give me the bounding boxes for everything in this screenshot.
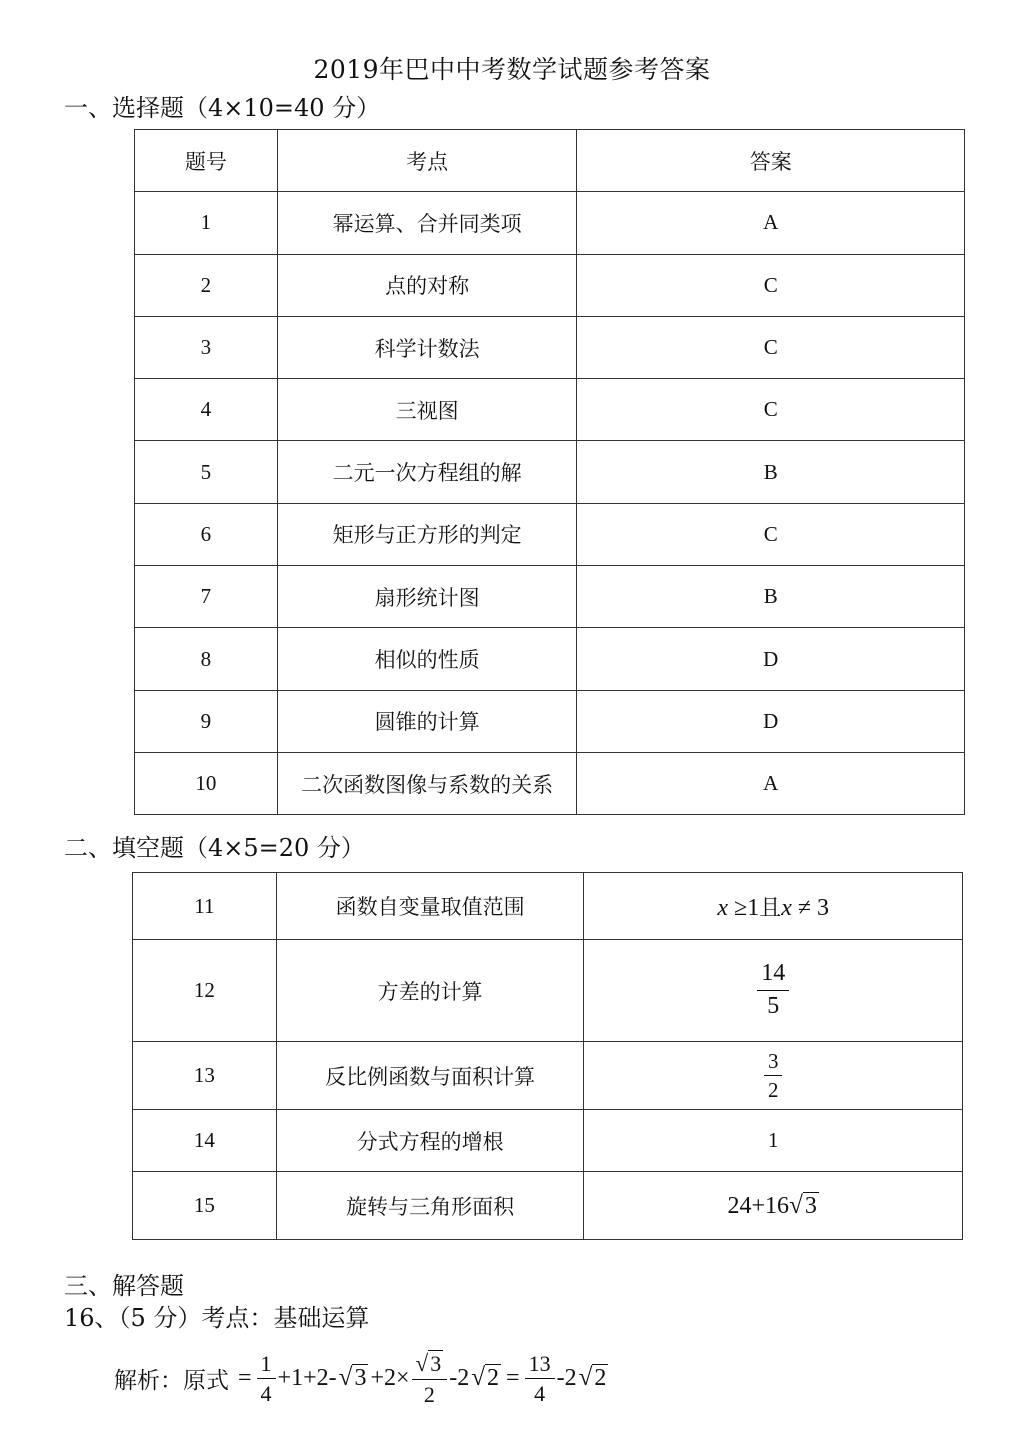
question-answer: B — [577, 566, 965, 628]
question-no: 8 — [135, 628, 278, 690]
question-no: 4 — [135, 379, 278, 441]
equals-sign: = — [506, 1364, 520, 1391]
question-topic: 科学计数法 — [277, 316, 577, 378]
table-row — [135, 192, 965, 254]
table-row — [135, 628, 965, 690]
radicand: 3 — [430, 1351, 442, 1376]
question-topic: 二元一次方程组的解 — [277, 441, 577, 503]
math-expr: +2× — [370, 1364, 410, 1391]
fraction — [412, 1350, 448, 1407]
table-row — [135, 441, 965, 503]
question-no: 13 — [133, 1042, 277, 1110]
question-topic: 函数自变量取值范围 — [276, 873, 584, 940]
math-expr: +1+2- — [277, 1364, 337, 1391]
table-row — [135, 503, 965, 565]
question-answer — [584, 873, 963, 940]
table-row — [135, 254, 965, 316]
radicand: 3 — [354, 1365, 367, 1392]
math-var: x — [781, 894, 792, 921]
question-topic: 二次函数图像与系数的关系 — [277, 752, 577, 814]
question-no: 9 — [135, 690, 278, 752]
square-root: √ 3 — [338, 1364, 367, 1392]
math-op: ≥ — [734, 894, 748, 921]
table-row — [135, 379, 965, 441]
square-root: √ 2 — [578, 1364, 607, 1392]
question-no: 12 — [133, 940, 277, 1042]
section-heading-choice: 一、选择题（4×10=40 分） — [64, 94, 381, 122]
question-topic: 三视图 — [277, 379, 577, 441]
question-topic: 幂运算、合并同类项 — [277, 192, 577, 254]
table-row — [133, 1110, 963, 1172]
question-topic: 旋转与三角形面积 — [276, 1172, 584, 1240]
question-no: 15 — [133, 1172, 277, 1240]
choice-answer-table — [134, 129, 965, 815]
question-answer: A — [577, 752, 965, 814]
table-row — [133, 1172, 963, 1240]
question-topic: 扇形统计图 — [277, 566, 577, 628]
table-row — [135, 752, 965, 814]
table-row — [133, 873, 963, 940]
question-16-solution — [114, 1350, 608, 1407]
question-answer — [584, 1042, 963, 1110]
table-row — [133, 1042, 963, 1110]
square-root: √ 3 — [789, 1191, 817, 1219]
table-row — [135, 690, 965, 752]
denominator: 4 — [534, 1380, 546, 1406]
question-16-label: 16、（5 分）考点：基础运算 — [64, 1304, 370, 1332]
denominator: 2 — [767, 1078, 779, 1102]
denominator: 4 — [260, 1380, 272, 1406]
denominator: 5 — [767, 993, 780, 1019]
radicand: 3 — [804, 1192, 817, 1219]
numerator: 1 — [257, 1351, 276, 1379]
math-word: 且 — [759, 895, 782, 921]
fraction — [757, 960, 789, 1020]
page-title: 2019年巴中中考数学试题参考答案 — [313, 55, 711, 84]
section-heading-fill: 二、填空题（4×5=20 分） — [64, 834, 365, 862]
fill-answer-table — [132, 872, 963, 1240]
math-expr: -2 — [449, 1364, 470, 1391]
question-answer: 1 — [584, 1110, 963, 1172]
table-row — [135, 566, 965, 628]
math-var: x — [717, 894, 729, 921]
section-heading-solve: 三、解答题 — [64, 1272, 184, 1300]
question-no: 6 — [135, 503, 278, 565]
fraction — [764, 1049, 783, 1102]
question-topic: 反比例函数与面积计算 — [276, 1042, 584, 1110]
fraction — [257, 1351, 276, 1407]
square-root: √ 2 — [471, 1364, 500, 1392]
header-topic: 考点 — [277, 130, 577, 192]
question-answer — [584, 940, 963, 1042]
equals-sign: = — [238, 1364, 252, 1391]
radicand: 2 — [594, 1365, 607, 1392]
question-no: 14 — [133, 1110, 277, 1172]
question-answer: B — [577, 441, 965, 503]
question-answer: C — [577, 254, 965, 316]
question-answer: C — [577, 316, 965, 378]
question-no: 1 — [135, 192, 278, 254]
radicand: 2 — [487, 1365, 500, 1392]
table-row — [133, 940, 963, 1042]
question-no: 7 — [135, 566, 278, 628]
numerator: 3 — [764, 1049, 783, 1076]
question-topic: 点的对称 — [277, 254, 577, 316]
question-topic: 圆锥的计算 — [277, 690, 577, 752]
table-row — [135, 316, 965, 378]
math-expr: 24+16 — [727, 1192, 790, 1219]
math-expr: -2 — [556, 1364, 577, 1391]
math-num: 1 — [747, 894, 760, 921]
question-topic: 矩形与正方形的判定 — [277, 503, 577, 565]
question-answer: C — [577, 379, 965, 441]
header-answer: 答案 — [577, 130, 965, 192]
math-op: ≠ — [797, 894, 812, 921]
question-topic: 相似的性质 — [277, 628, 577, 690]
question-answer: D — [577, 690, 965, 752]
question-topic: 分式方程的增根 — [276, 1110, 584, 1172]
header-question-no: 题号 — [135, 130, 278, 192]
math-num: 3 — [817, 894, 830, 921]
question-no: 10 — [135, 752, 278, 814]
question-no: 3 — [135, 316, 278, 378]
question-answer: D — [577, 628, 965, 690]
question-answer: C — [577, 503, 965, 565]
question-no: 2 — [135, 254, 278, 316]
numerator: √ 3 — [412, 1350, 448, 1380]
solution-label: 解析：原式 — [114, 1367, 229, 1394]
fraction — [525, 1351, 555, 1407]
numerator: 13 — [525, 1351, 555, 1379]
question-no: 11 — [133, 873, 277, 940]
question-no: 5 — [135, 441, 278, 503]
question-topic: 方差的计算 — [276, 940, 584, 1042]
numerator: 14 — [757, 960, 789, 991]
table-header-row — [135, 130, 965, 192]
question-answer — [584, 1172, 963, 1240]
question-answer: A — [577, 192, 965, 254]
denominator: 2 — [423, 1381, 435, 1407]
